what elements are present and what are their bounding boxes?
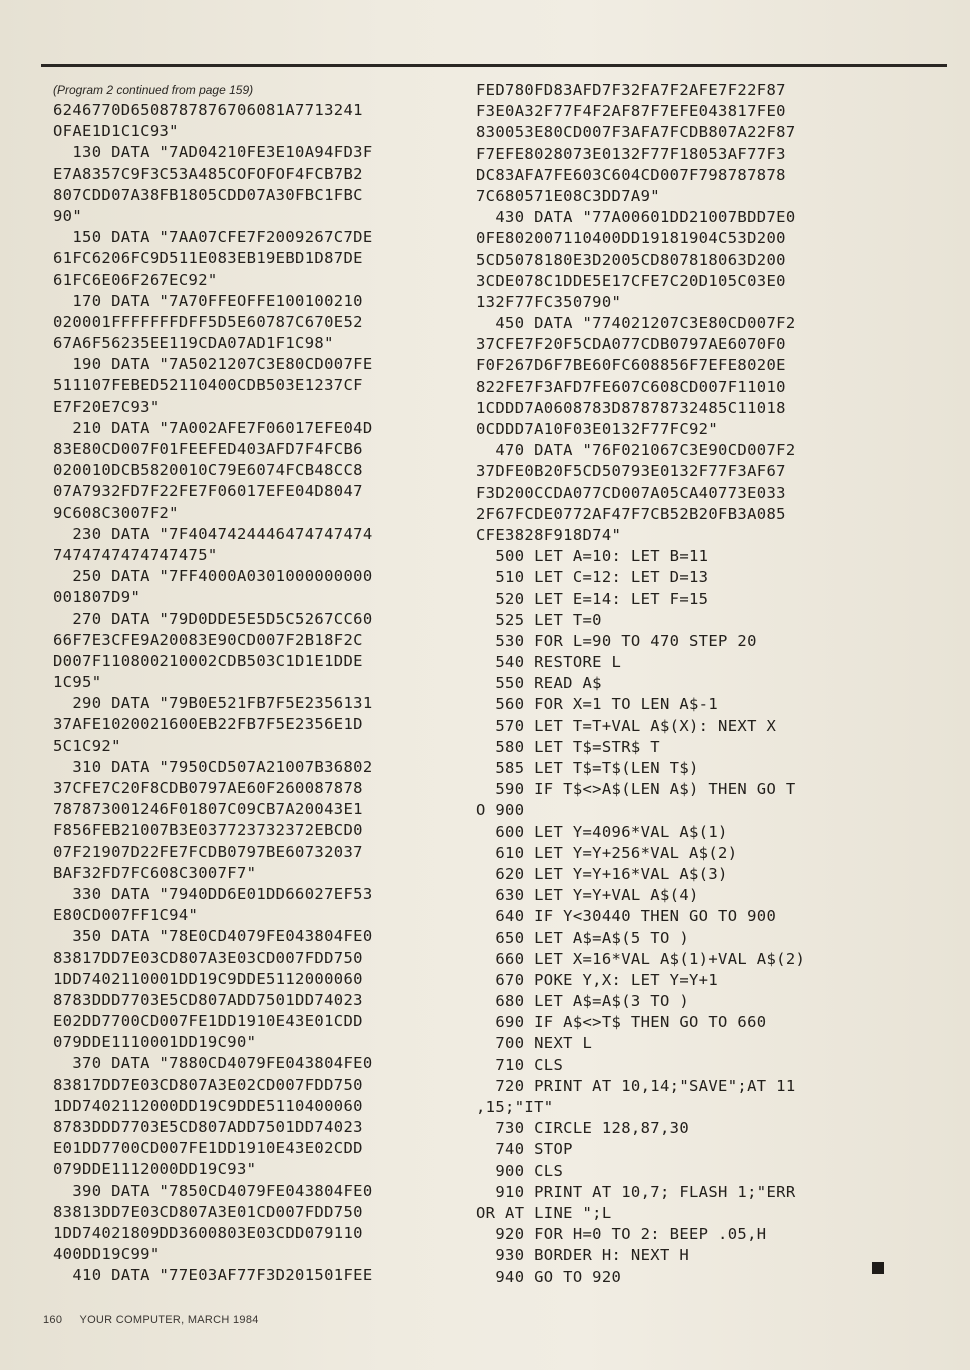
- code-line: 710 CLS: [476, 1055, 564, 1074]
- right-code-lines: [476, 80, 906, 1288]
- code-line: E01DD7700CD007FE1DD1910E43E02CDD: [53, 1139, 363, 1158]
- code-line: 640 IF Y<30440 THEN GO TO 900: [476, 907, 777, 926]
- code-line: E80CD007FF1C94": [53, 906, 199, 925]
- code-line: 83813DD7E03CD807A3E01CD007FDD750: [53, 1202, 363, 1221]
- code-line: DC83AFA7FE603C604CD007F798787878: [476, 165, 786, 184]
- code-line: 9C608C3007F2": [53, 503, 179, 522]
- code-line: 270 DATA "79D0DDE5E5D5C5267CC60: [53, 609, 373, 628]
- code-line: 390 DATA "7850CD4079FE043804FE0: [53, 1181, 373, 1200]
- page-footer: [43, 1314, 259, 1326]
- code-line: 610 LET Y=Y+256*VAL A$(2): [476, 843, 738, 862]
- code-line: O 900: [476, 801, 525, 820]
- code-line: E7A8357C9F3C53A485COFOFOF4FCB7B2: [53, 164, 363, 183]
- code-line: 6246770D6508787876706081A7713241: [53, 101, 363, 119]
- code-line: 37AFE1020021600EB22FB7F5E2356E1D: [53, 715, 363, 734]
- code-line: E02DD7700CD007FE1DD1910E43E01CDD: [53, 1012, 363, 1031]
- code-line: 67A6F56235EE119CDA07AD1F1C98": [53, 334, 334, 353]
- code-line: 920 FOR H=0 TO 2: BEEP .05,H: [476, 1225, 767, 1244]
- top-rule: [41, 64, 947, 67]
- code-line: 410 DATA "77E03AF77F3D201501FEE: [53, 1266, 373, 1285]
- code-line: 8783DDD7703E5CD807ADD7501DD74023: [53, 1118, 363, 1136]
- code-line: 540 RESTORE L: [476, 653, 622, 672]
- code-line: 807CDD07A38FB1805CDD07A30FBC1FBC: [53, 185, 363, 204]
- code-line: 585 LET T$=T$(LEN T$): [476, 759, 699, 777]
- code-line: BAF32FD7FC608C3007F7": [53, 863, 257, 882]
- code-line: 620 LET Y=Y+16*VAL A$(3): [476, 864, 728, 883]
- code-line: 07F21907D22FE7FCDB0797BE60732037: [53, 842, 363, 861]
- code-line: 910 PRINT AT 10,7; FLASH 1;"ERR: [476, 1182, 796, 1201]
- code-line: 530 FOR L=90 TO 470 STEP 20: [476, 631, 757, 650]
- code-line: 250 DATA "7FF4000A0301000000000: [53, 567, 373, 586]
- code-line: 7C680571E08C3DD7A9": [476, 186, 660, 205]
- code-line: ,15;"IT": [476, 1098, 554, 1116]
- code-line: CFE3828F918D74": [476, 525, 622, 544]
- code-line: 8783DDD7703E5CD807ADD7501DD74023: [53, 990, 363, 1009]
- code-line: 822FE7F3AFD7FE607C608CD007F11010: [476, 377, 786, 396]
- code-line: 560 FOR X=1 TO LEN A$-1: [476, 695, 719, 714]
- code-line: 1DD74021809DD3600803E03CDD079110: [53, 1223, 363, 1242]
- continued-note: (Program 2 continued from page 159): [53, 83, 254, 97]
- code-line: 37CFE7C20F8CDB0797AE60F260087878: [53, 779, 363, 797]
- code-line: 470 DATA "76F021067C3E90CD007F2: [476, 441, 796, 460]
- listing-column-left: [53, 80, 483, 1287]
- code-line: 130 DATA "7AD04210FE3E10A94FD3F: [53, 143, 373, 162]
- page-number: 160: [43, 1314, 63, 1326]
- code-line: 37CFE7F20F5CDA077CDB0797AE6070F0: [476, 335, 786, 354]
- code-line: 132F77FC350790": [476, 292, 622, 311]
- code-line: 079DDE1112000DD19C93": [53, 1160, 257, 1179]
- code-line: 450 DATA "774021207C3E80CD007F2: [476, 314, 796, 333]
- code-line: 660 LET X=16*VAL A$(1)+VAL A$(2): [476, 949, 806, 968]
- code-line: 1CDDD7A0608783D87878732485C11018: [476, 398, 786, 417]
- code-line: 61FC6206FC9D511E083EB19EBD1D87DE: [53, 249, 363, 268]
- code-line: 680 LET A$=A$(3 TO ): [476, 992, 689, 1011]
- code-line: 520 LET E=14: LET F=15: [476, 589, 709, 608]
- code-line: 020001FFFFFFFDFF5D5E60787C670E52: [53, 312, 363, 331]
- code-line: 940 GO TO 920: [476, 1267, 622, 1286]
- code-line: OFAE1D1C1C93": [53, 122, 179, 141]
- code-line: 079DDE1110001DD19C90": [53, 1033, 257, 1052]
- code-line: 1C95": [53, 673, 102, 692]
- code-line: 230 DATA "7F4047424446474747474: [53, 524, 373, 543]
- code-line: F0F267D6F7BE60FC608856F7EFE8020E: [476, 356, 786, 375]
- code-line: 150 DATA "7AA07CFE7F2009267C7DE: [53, 228, 373, 247]
- code-line: 0CDDD7A10F03E0132F77FC92": [476, 420, 719, 438]
- code-line: 525 LET T=0: [476, 610, 602, 629]
- code-line: 590 IF T$<>A$(LEN A$) THEN GO T: [476, 780, 796, 799]
- code-line: 7474747474747475": [53, 545, 218, 564]
- publication-name: YOUR COMPUTER, MARCH 1984: [79, 1314, 259, 1326]
- code-line: 83817DD7E03CD807A3E03CD007FDD750: [53, 948, 363, 967]
- code-line: 787873001246F01807C09CB7A20043E1: [53, 800, 363, 819]
- code-line: 510 LET C=12: LET D=13: [476, 568, 709, 587]
- code-line: 550 READ A$: [476, 674, 602, 693]
- code-line: 900 CLS: [476, 1161, 564, 1180]
- code-line: 700 NEXT L: [476, 1034, 593, 1053]
- code-line: 66F7E3CFE9A20083E90CD007F2B18F2C: [53, 630, 363, 649]
- code-line: D007F110800210002CDB503C1D1E1DDE: [53, 651, 363, 670]
- code-line: F7EFE8028073E0132F77F18053AF77F3: [476, 144, 786, 163]
- code-line: 330 DATA "7940DD6E01DD66027EF53: [53, 884, 373, 903]
- code-line: 830053E80CD007F3AFA7FCDB807A22F87: [476, 123, 796, 142]
- code-line: 400DD19C99": [53, 1245, 160, 1264]
- code-line: OR AT LINE ";L: [476, 1203, 612, 1222]
- code-line: 001807D9": [53, 588, 141, 607]
- code-line: 930 BORDER H: NEXT H: [476, 1246, 689, 1265]
- code-line: 350 DATA "78E0CD4079FE043804FE0: [53, 927, 373, 946]
- code-line: FED780FD83AFD7F32FA7F2AFE7F22F87: [476, 81, 786, 99]
- code-line: 720 PRINT AT 10,14;"SAVE";AT 11: [476, 1076, 796, 1095]
- code-line: 730 CIRCLE 128,87,30: [476, 1119, 689, 1138]
- code-line: F3D200CCDA077CD007A05CA40773E033: [476, 483, 786, 502]
- code-line: 61FC6E06F267EC92": [53, 270, 218, 289]
- code-line: 290 DATA "79B0E521FB7F5E2356131: [53, 694, 373, 713]
- code-line: 5C1C92": [53, 736, 121, 755]
- code-line: 190 DATA "7A5021207C3E80CD007FE: [53, 355, 373, 374]
- code-line: 670 POKE Y,X: LET Y=Y+1: [476, 970, 719, 989]
- code-line: 580 LET T$=STR$ T: [476, 737, 660, 756]
- code-line: F3E0A32F77F4F2AF87F7EFE043817FE0: [476, 102, 786, 121]
- code-line: 690 IF A$<>T$ THEN GO TO 660: [476, 1013, 767, 1032]
- code-line: 020010DCB5820010C79E6074FCB48CC8: [53, 461, 363, 480]
- code-line: 570 LET T=T+VAL A$(X): NEXT X: [476, 716, 777, 735]
- code-line: 170 DATA "7A70FFEOFFE100100210: [53, 291, 363, 310]
- code-line: 1DD7402110001DD19C9DDE5112000060: [53, 969, 363, 988]
- code-line: 3CDE078C1DDE5E17CFE7C20D105C03E0: [476, 271, 786, 290]
- code-line: F856FEB21007B3E037723732372EBCD0: [53, 821, 363, 840]
- listing-column-right: [476, 80, 906, 1288]
- code-line: 2F67FCDE0772AF47F7CB52B20FB3A085: [476, 504, 786, 523]
- code-line: 600 LET Y=4096*VAL A$(1): [476, 822, 728, 841]
- code-line: 5CD5078180E3D2005CD807818063D200: [476, 250, 786, 269]
- code-line: 83817DD7E03CD807A3E02CD007FDD750: [53, 1075, 363, 1094]
- code-line: 1DD7402112000DD19C9DDE5110400060: [53, 1096, 363, 1115]
- code-line: 500 LET A=10: LET B=11: [476, 547, 709, 566]
- end-of-listing-square-icon: [872, 1262, 884, 1274]
- code-line: 740 STOP: [476, 1140, 573, 1159]
- code-line: 83E80CD007F01FEEFED403AFD7F4FCB6: [53, 440, 363, 458]
- code-line: 07A7932FD7F22FE7F06017EFE04D8047: [53, 482, 363, 501]
- code-line: 430 DATA "77A00601DD21007BDD7E0: [476, 208, 796, 227]
- code-line: 630 LET Y=Y+VAL A$(4): [476, 886, 699, 905]
- code-line: 650 LET A$=A$(5 TO ): [476, 928, 689, 947]
- code-line: 210 DATA "7A002AFE7F06017EFE04D: [53, 418, 373, 437]
- code-line: 310 DATA "7950CD507A21007B36802: [53, 757, 373, 776]
- code-line: 90": [53, 206, 83, 225]
- left-code-lines: [53, 100, 483, 1287]
- code-line: 370 DATA "7880CD4079FE043804FE0: [53, 1054, 373, 1073]
- code-line: 0FE802007110400DD19181904C53D200: [476, 229, 786, 248]
- code-line: 37DFE0B20F5CD50793E0132F77F3AF67: [476, 462, 786, 481]
- code-line: 511107FEBED52110400CDB503E1237CF: [53, 376, 363, 395]
- code-line: E7F20E7C93": [53, 397, 160, 416]
